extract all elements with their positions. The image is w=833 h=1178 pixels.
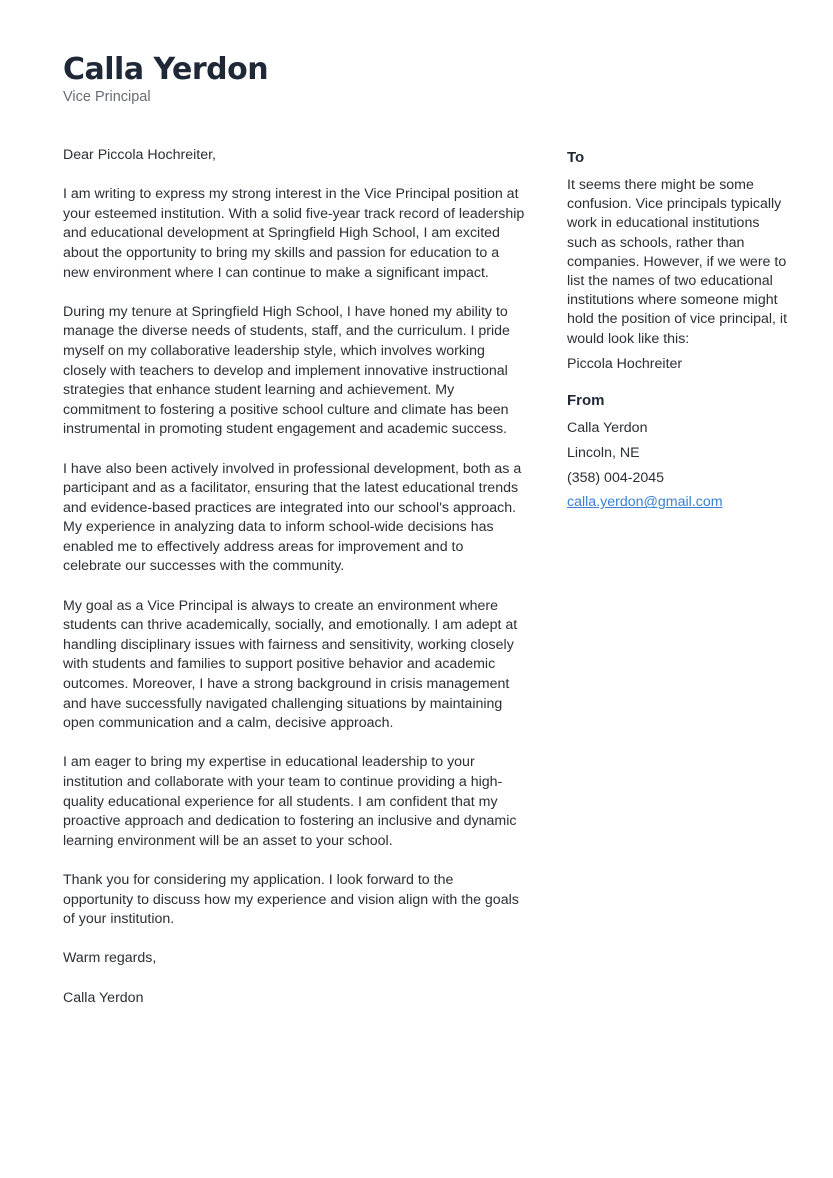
from-name: Calla Yerdon [567, 420, 648, 437]
greeting: Dear Piccola Hochreiter, [63, 147, 216, 163]
paragraph-2: During my tenure at Springfield High School, I have honed my ability to manage the diverse needs of students, staff, and the curriculum. I pride myself on my collaborative leadership style, which involves working closely with teachers to develop and implement innovative instructional strategies that enhance student learning and achievement. My commitment to fostering a positive school culture and climate has been instrumental in promoting student engagement and academic success. [63, 303, 510, 438]
sender-name: Calla Yerdon [63, 52, 269, 87]
to-note: It seems there might be some confusion. Vice principals typically work in educational institutions such as schools, rather than companies. However, if we were to list the names of two educational institutions where someone might hold the position of vice principal, it would look like this: [567, 177, 788, 347]
paragraph-6: Thank you for considering my application. I look forward to the opportunity to discuss how my experience and vision align with the goals of your institution. [63, 871, 519, 928]
paragraph-4: My goal as a Vice Principal is always to create an environment where students can thrive academically, socially, and emotionally. I am adept at handling disciplinary issues with fairness and sensitivity, working closely with students and families to support positive behavior and academic outcomes. Moreover, I have a strong background in crisis management and have successfully navigated challenging situations by maintaining open communication and a calm, decisive approach. [63, 597, 518, 732]
from-phone: (358) 004-2045 [567, 469, 665, 486]
recipient-name: Piccola Hochreiter [567, 355, 683, 372]
signature: Calla Yerdon [63, 989, 144, 1006]
from-location: Lincoln, NE [567, 444, 640, 461]
paragraph-1: I am writing to express my strong interest in the Vice Principal position at your esteemed institution. With a solid five-year track record of leadership and educational development at Springfield High School, I am excited about the opportunity to bring my skills and passion for education to a new environment where I can continue to make a significant impact. [63, 186, 525, 281]
sender-title: Vice Principal [63, 89, 151, 105]
to-heading: To [567, 149, 585, 166]
to-section [567, 148, 792, 374]
paragraph-3: I have also been actively involved in professional development, both as a participant and as a facilitator, ensuring that the latest educational trends and evidence-based practices are integrated into our school's approach. My experience in analyzing data to inform school-wide decisions has enabled me to effectively address areas for improvement and to celebrate our successes with the community. [63, 460, 522, 575]
sidebar [567, 148, 792, 518]
from-heading: From [567, 392, 605, 410]
closing: Warm regards, [63, 950, 157, 967]
from-section [567, 391, 792, 513]
letter-body [63, 146, 525, 1028]
paragraph-5: I am eager to bring my expertise in educational leadership to your institution and collaborate with your team to continue providing a high-quality educational experience for all students. I am confident that my proactive approach and dedication to fostering an inclusive and dynamic learning environment will be an asset to your school. [63, 754, 517, 849]
letter-header [63, 52, 268, 106]
email-link[interactable]: calla.yerdon@gmail.com [567, 494, 723, 511]
